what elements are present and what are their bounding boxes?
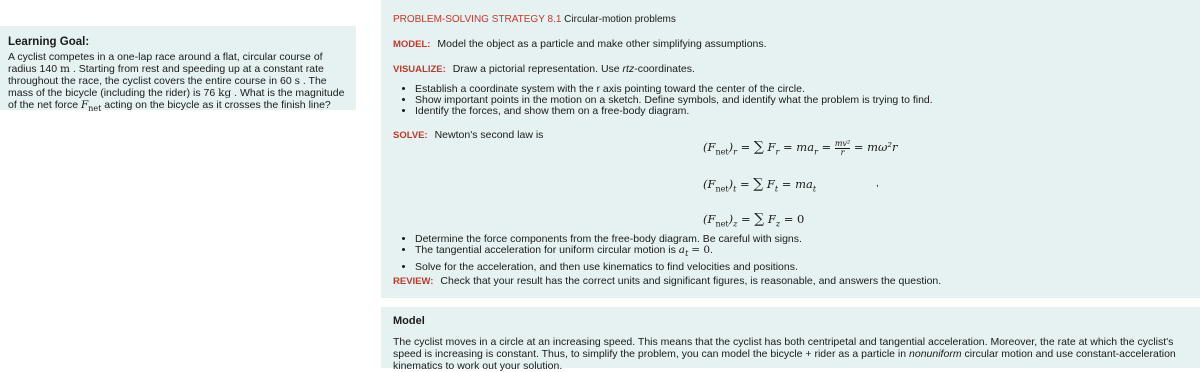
fnet-letter: F (80, 99, 89, 111)
list-item: • Solve for the acceleration, and then use kinematics to find velocities and positions. (415, 262, 802, 273)
solve-keyword: SOLVE: (393, 130, 428, 141)
strategy-title: Circular-motion problems (564, 14, 676, 25)
solve-list (393, 234, 802, 273)
model-title: Model (393, 315, 425, 327)
model-step (393, 38, 1188, 50)
goal-text-4: . What is the magnitude of the net force (8, 87, 345, 111)
unit-seconds: s (294, 75, 300, 87)
visualize-step (393, 63, 1188, 117)
strategy-header (393, 14, 1188, 25)
model-step-text: Model the object as a particle and make other simplifying assumptions. (437, 38, 767, 50)
list-item: • Determine the force components from the free-body diagram. Be careful with signs. (415, 234, 802, 245)
goal-text-1: A cyclist competes in a one-lap race around a flat, circular course of radius 140 (8, 51, 323, 75)
review-text: Check that your result has the correct units and significant figures, is reasonable, and answers the question. (440, 275, 942, 287)
unit-meters: m (59, 63, 70, 75)
equation-comma: , (876, 178, 879, 189)
fnet-subscript: net (88, 104, 102, 114)
strategy-panel (381, 0, 1200, 298)
model-text (393, 336, 1188, 372)
model-text-2: circular motion and use constant-acceleration kinematics to work out your solution. (393, 348, 1176, 372)
visualize-keyword: VISUALIZE: (393, 64, 446, 75)
goal-text-3: . The mass of the bicycle (including the rider) is 76 (8, 75, 327, 99)
learning-goal-text (8, 51, 348, 115)
model-text-emphasis: nonuniform (909, 348, 962, 360)
strategy-label: PROBLEM-SOLVING STRATEGY 8.1 (393, 14, 562, 25)
visualize-tail: -coordinates. (634, 63, 695, 75)
model-keyword: MODEL: (393, 39, 431, 50)
visualize-list (393, 84, 1188, 117)
goal-text-5: acting on the bicycle as it crosses the finish line? (104, 99, 331, 111)
goal-text-2: . Starting from rest and speeding up at a constant rate throughout the race, the cyclist covers the entire course in 60 (8, 63, 324, 87)
review-step (393, 275, 941, 287)
list-item: • Identify the forces, and show them on a free-body diagram. (415, 106, 1188, 117)
equation-z: $(F_{net})_z$ = ∑ $F_z = 0$ (703, 211, 805, 229)
list-item: • Show important points in the motion on a sketch. Define symbols, and identify what the problem is trying to find. (415, 95, 1188, 106)
list-item: • Establish a coordinate system with the r axis pointing toward the center of the circle. (415, 84, 1188, 95)
list-item: • The tangential acceleration for uniform circular motion is $a_t = 0$. (415, 245, 802, 259)
learning-goal-panel (0, 26, 356, 114)
solve-text: Newton's second law is (434, 129, 544, 141)
fnet-symbol (80, 99, 102, 114)
review-keyword: REVIEW: (393, 276, 434, 287)
visualize-rtz: rtz (622, 63, 635, 75)
model-text-1: The cyclist moves in a circle at an increasing speed. This means that the cyclist has both centripetal and tangential acceleration. Moreover, the rate at which the cyclist's speed is increasing is constant. Thus, to simplify the problem, you can model the bicycle + rider as a particle in (393, 336, 1174, 360)
equation-radial: $(F_{net})_r$ = ∑ $F_r = ma_r$ = $\frac{\text{mv²}}{r}$ = mω²r (703, 138, 898, 157)
model-panel (381, 307, 1200, 372)
equation-tangential: $(F_{net})_t$ = ∑ $F_t = ma_t$ (703, 176, 817, 194)
visualize-text: Draw a pictorial representation. Use (452, 63, 620, 75)
unit-kilograms: kg (218, 87, 232, 99)
learning-goal-title: Learning Goal: (8, 36, 90, 48)
